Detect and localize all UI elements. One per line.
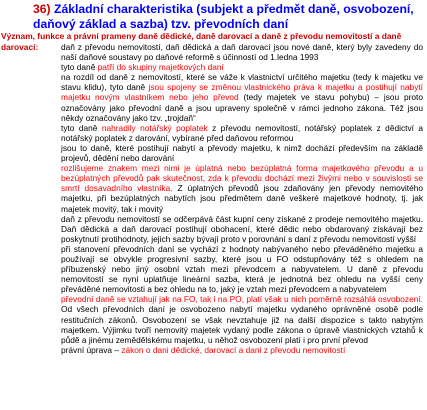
- paragraph-text: daň z převodu nemovitostí se odčerpává část kupní ceny získané z prodeje nemovitého majetku. Daň dědická a daň darovací postihují obohacení, které dědic nebo obdarovaný získávají bez poskytnutí protihodnoty, jejich sazby bývají proto v porovnání s daní z převodu nemovitostí vyšší: [61, 213, 423, 244]
- document-body: [61, 42, 423, 355]
- paragraph-text: tyto daně: [61, 62, 98, 73]
- paragraph: [61, 163, 423, 213]
- highlighted-text: zákon o dani dědické, darovací a dani z převodu nemovitostí: [121, 344, 346, 355]
- paragraph: [61, 72, 423, 122]
- paragraph: [61, 294, 423, 344]
- paragraph-text: Z úplatných převodů jsou zdaňovány jen převody nemovitého majetku, při bezúplatných nabytích jsou předmětem daně veškeré majetkové hodnoty, tj. jak majetek movitý, tak i movitý: [61, 183, 423, 214]
- section-subtitle: Význam, funkce a právní prameny daně dědické, daně darovací a daně z převodu nemovitostí a daně darovací:: [1, 31, 402, 52]
- highlighted-text: jsou spojeny se změnou vlastnického práva k majetku a postihují nabytí majetku novým vlastníkem nebo jeho převod: [61, 82, 423, 103]
- section-number: 36): [33, 2, 51, 16]
- highlighted-text: nahradily notářský poplatek: [101, 122, 208, 133]
- paragraph: [61, 143, 423, 163]
- paragraph-text: z převodu nemovitostí, notářský poplatek z dědictví a notářský poplatek z darování, vybírané před daňovou reformou: [61, 122, 423, 143]
- paragraph-text: (tedy majetek ve stavu pohybu) – jsou proto označovány jako převodní daně a jsou upraveny společně v rámci jednoho zákona. Též jsou někdy označovány jako tzv. „trojdaň“: [61, 92, 423, 123]
- paragraph: [61, 214, 423, 244]
- paragraph-text: Od všech převodních daní je osvobozeno nabytí majetku vydaného oprávněné osobě podle restitučních zákonů. Osvobození se však nevztahuje již na další dispozice s takto nabytým majetkem. Výjimku tvoří nemovitý majetek vydaný podle zákona o úpravě vlastnických vztahů k půdě a jinému zemědělskému majetku, u něhož osvobození platí i pro první převod: [61, 304, 423, 345]
- paragraph: [61, 345, 423, 355]
- highlighted-text: převodní daně se vztahují jak na FO, tak i na PO, platí však u nich poměrně rozsáhlá osvobození.: [61, 294, 423, 305]
- paragraph-text: daň z převodu nemovitostí, daň dědická a daň darovací jsou nové daně, který byly zavedeny do naší daňové soustavy po daňové reformě s účinností od 1.ledna 1993: [61, 42, 423, 63]
- paragraph: [61, 42, 423, 62]
- section-title: Základní charakteristika (subjekt a předmět daně, osvobození, daňový základ a sazba) tzv. převodních daní: [33, 2, 414, 31]
- paragraph-text: na rozdíl od daně z nemovitostí, které se váže k vlastnictví určitého majetku (tedy k majetku ve stavu klidu), tyto daně: [61, 72, 423, 93]
- highlighted-text: patří do skupiny majetkových daní: [97, 62, 224, 73]
- paragraph: [61, 244, 423, 294]
- paragraph-text: jsou to daně, které postihují nabytí a převody majetku, k nimž dochází především na základě projevů, dědění nebo darování: [61, 142, 423, 164]
- highlighted-text: rozlišujeme znakem mezi nimi je úplatná nebo bezúplatná forma majetkového převodu a u bezúplatných převodů pak skutečnost, zda k převodu dochází mezi živými nebo v souvislosti se smrtí dosavadního vlastníka.: [61, 163, 423, 194]
- section-heading: [33, 2, 423, 32]
- paragraph: [61, 123, 423, 143]
- paragraph: [61, 62, 423, 72]
- paragraph-text: při stanovení převodních daní se vychází z hodnoty nabývaného nebo převáděného majetku a používají se obvykle progresivní sazby, které jsou u FO odstupňovány též s ohledem na příbuzenský nebo jiný osobní vztah mezi převodcem a nabyvatelem. U daně z převodu nemovitostí se nyní uplatňuje lineární sazba, která je jednotná bez ohledu na vyšší ceny převáděné nemovitosti a bez ohledu na to, jaký je vztah mezi převodcem a nabyvatelem: [61, 243, 423, 295]
- paragraph-text: tyto daně: [61, 122, 102, 133]
- paragraph-text: právní úprava –: [61, 344, 122, 355]
